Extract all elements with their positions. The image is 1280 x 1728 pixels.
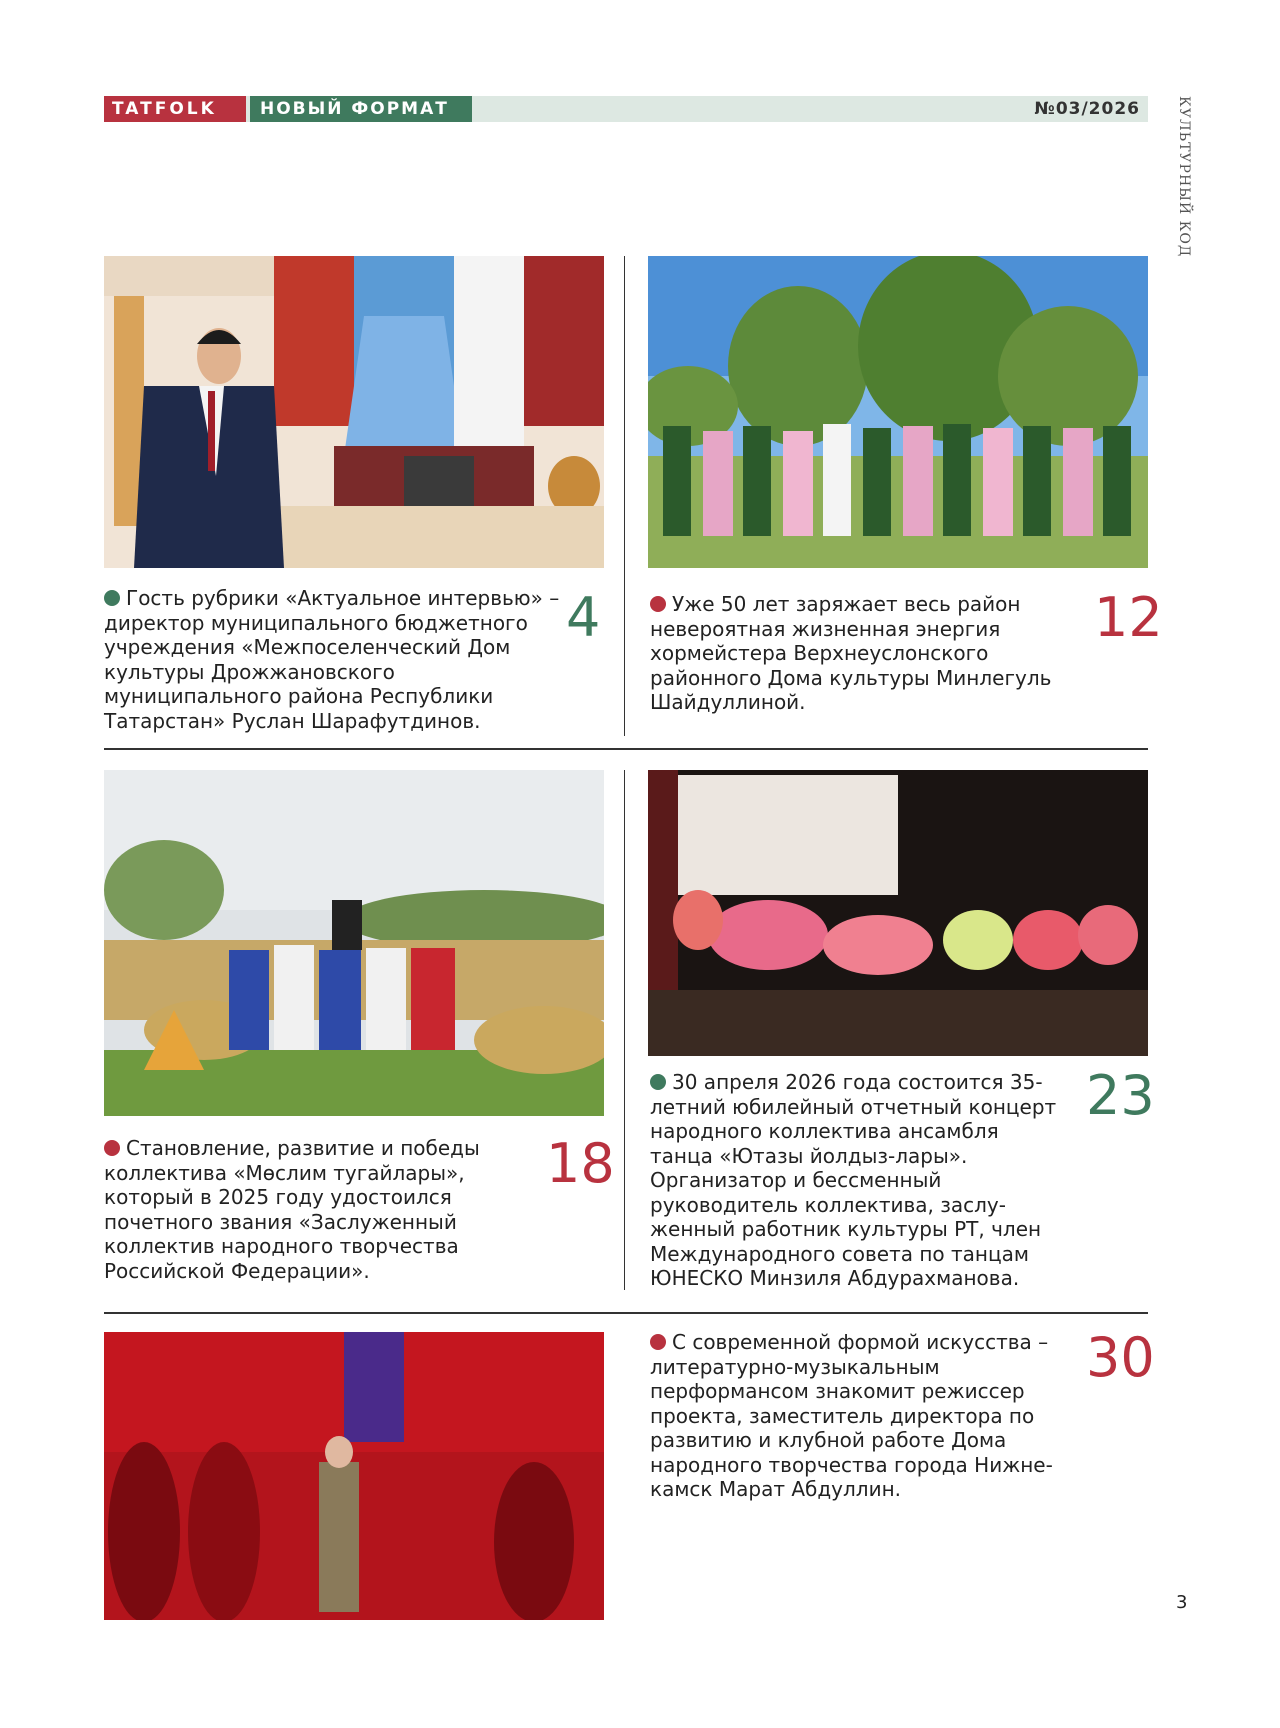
row-divider <box>104 1312 1148 1314</box>
photo-dance-stage <box>648 770 1148 1056</box>
article-caption-5: С современной формой искусства – литературно-музыкальным перформансом знакомит режиссер проекта, заместитель директора по развитию и клубной работе Дома народного творчества города Нижне-камск Марат Абдуллин. <box>650 1330 1053 1501</box>
article-caption-1: Гость рубрики «Актуальное интервью» – директор муниципального бюджетного учреждения «Межпоселенческий Дом культуры Дрожжановского муниципального района Республики Татарстан» Руслан Шарафутдинов. <box>104 586 560 733</box>
section-title: НОВЫЙ ФОРМАТ <box>250 96 472 122</box>
bullet-dot <box>650 1074 666 1090</box>
page-number-5: 30 <box>1086 1326 1155 1389</box>
bullet-dot <box>650 1334 666 1350</box>
bullet-dot <box>104 1140 120 1156</box>
page-folio: 3 <box>1176 1592 1188 1613</box>
page-number-1: 4 <box>566 586 601 649</box>
photo-performance <box>104 1332 604 1620</box>
issue-number: №03/2026 <box>1034 99 1140 119</box>
brand-logo: TATFOLK <box>104 96 246 122</box>
page-number-4: 23 <box>1086 1064 1155 1127</box>
photo-choir <box>648 256 1148 568</box>
magazine-header <box>104 96 1148 122</box>
page-number-2: 12 <box>1094 586 1163 649</box>
bullet-dot <box>104 590 120 606</box>
photo-ensemble <box>104 770 604 1116</box>
article-caption-3: Становление, развитие и победы коллектива «Мөслим тугайлары», который в 2025 году удостоился почетного звания «Заслуженный коллектив народного творчества Российской Федерации». <box>104 1136 480 1283</box>
page-number-3: 18 <box>546 1132 615 1195</box>
column-divider <box>624 770 625 1290</box>
bullet-dot <box>650 596 666 612</box>
photo-interview <box>104 256 604 568</box>
article-caption-4: 30 апреля 2026 года состоится 35-летний юбилейный отчетный концерт народного коллектива ансамбля танца «Ютазы йолдыз-лары». Организатор и бессменный руководитель коллектива, заслу-женный работник культуры РТ, член Международного совета по танцам ЮНЕСКО Минзиля Абдурахманова. <box>650 1070 1057 1290</box>
article-caption-2: Уже 50 лет заряжает весь район невероятная жизненная энергия хормейстера Верхнеуслонского районного Дома культуры Минлегуль Шайдуллиной. <box>650 592 1052 714</box>
column-divider <box>624 256 625 736</box>
row-divider <box>104 748 1148 750</box>
side-section-label: КУЛЬТУРНЫЙ КОД <box>1176 96 1192 258</box>
